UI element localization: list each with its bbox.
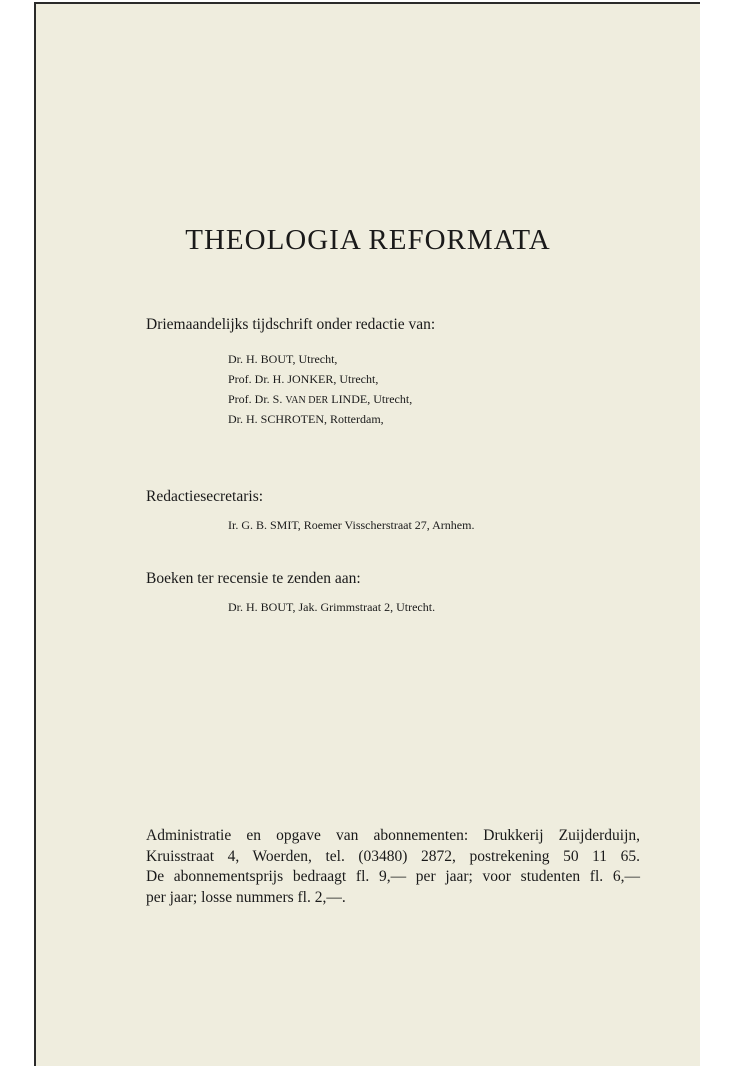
editors-list xyxy=(228,350,412,430)
administration-line: per jaar; losse nummers fl. 2,—. xyxy=(146,888,346,906)
administration-paragraph xyxy=(146,826,640,908)
editors-heading: Driemaandelijks tijdschrift onder redactie van: xyxy=(146,316,436,333)
administration-line: De abonnementsprijs bedraagt fl. 9,— per jaar; voor studenten fl. 6,— xyxy=(146,868,640,885)
administration-line: Administratie en opgave van abonnementen: Drukkerij Zuijderduijn, xyxy=(146,827,640,844)
editor-item: Dr. H. BOUT, Utrecht, xyxy=(228,352,338,366)
editor-item: Prof. Dr. S. VAN DER LINDE, Utrecht, xyxy=(228,392,413,406)
administration-line: Kruisstraat 4, Woerden, tel. (03480) 2872, postrekening 50 11 65. xyxy=(146,847,640,865)
document-page xyxy=(34,2,700,1066)
secretary-line: Ir. G. B. SMIT, Roemer Visscherstraat 27, Arnhem. xyxy=(228,518,475,532)
books-line: Dr. H. BOUT, Jak. Grimmstraat 2, Utrecht. xyxy=(228,600,436,614)
journal-title: THEOLOGIA REFORMATA xyxy=(185,224,551,256)
editor-item: Prof. Dr. H. JONKER, Utrecht, xyxy=(228,372,379,386)
books-heading: Boeken ter recensie te zenden aan: xyxy=(146,570,361,587)
editor-item: Dr. H. SCHROTEN, Rotterdam, xyxy=(228,412,384,426)
secretary-heading: Redactiesecretaris: xyxy=(146,488,264,505)
